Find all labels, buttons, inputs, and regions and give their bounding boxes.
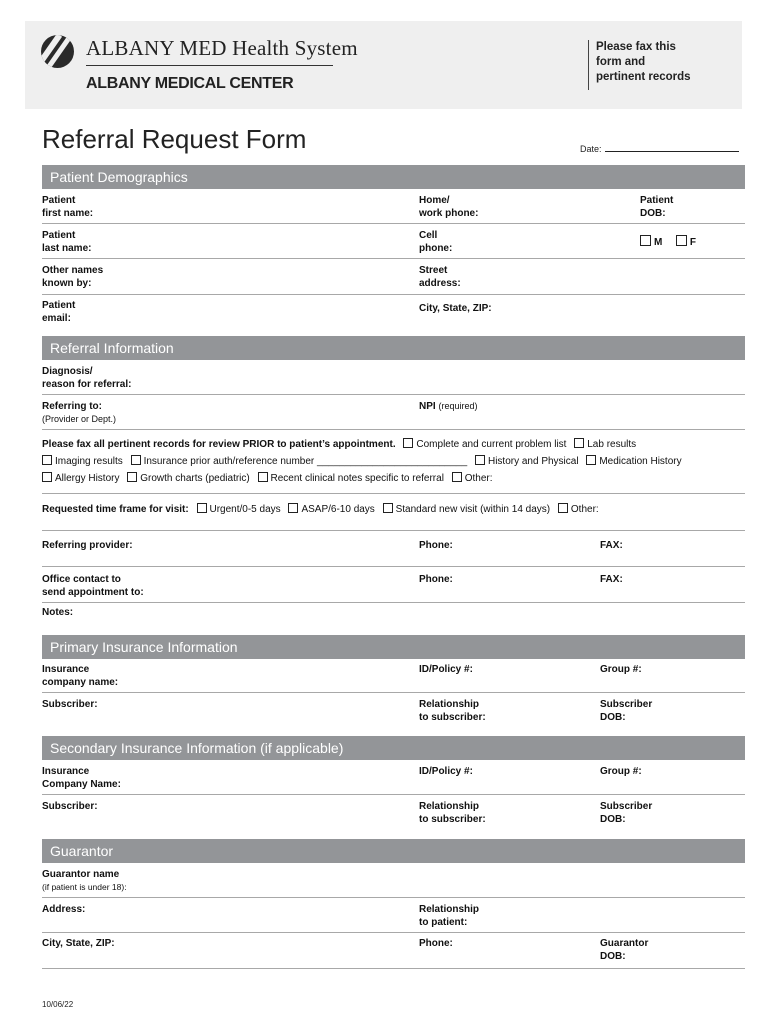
guarantor-dob-label: Guarantor DOB:	[600, 938, 649, 962]
fax-note: Please fax this form and pertinent records	[596, 41, 691, 83]
guarantor-relationship-label: Relationship to patient:	[419, 904, 480, 928]
secondary-company-label: Insurance Company Name:	[42, 766, 121, 790]
diagnosis-label: Diagnosis/ reason for referral:	[42, 366, 132, 390]
timeframe-other-checkbox[interactable]	[558, 503, 568, 513]
medication-history-checkbox[interactable]	[586, 455, 596, 465]
records-row-3: Allergy History Growth charts (pediatric) Recent clinical notes specific to referral Other:	[42, 472, 498, 485]
section-patient-demographics: Patient Demographics	[42, 165, 745, 189]
lab-results-checkbox[interactable]	[574, 438, 584, 448]
problem-list-checkbox[interactable]	[403, 438, 413, 448]
office-phone-label: Phone:	[419, 574, 453, 585]
standard-visit-checkbox[interactable]	[383, 503, 393, 513]
urgent-checkbox[interactable]	[197, 503, 207, 513]
section-referral-information: Referral Information	[42, 336, 745, 360]
fax-instruction: Please fax all pertinent records for review PRIOR to patient’s appointment.	[42, 439, 396, 450]
primary-subscriber-dob-label: Subscriber DOB:	[600, 699, 653, 723]
primary-group-label: Group #:	[600, 664, 642, 675]
allergy-history-checkbox[interactable]	[42, 472, 52, 482]
office-fax-label: FAX:	[600, 574, 623, 585]
form-title: Referral Request Form	[42, 124, 307, 154]
albany-med-logo-icon	[41, 35, 74, 68]
primary-relationship-label: Relationship to subscriber:	[419, 699, 486, 723]
timeframe-label: Requested time frame for visit:	[42, 504, 189, 515]
guarantor-city-label: City, State, ZIP:	[42, 938, 115, 949]
guarantor-phone-label: Phone:	[419, 938, 453, 949]
brand-name: ALBANY MED Health System	[86, 36, 358, 60]
primary-company-label: Insurance company name:	[42, 664, 119, 688]
guarantor-name-label: Guarantor name (if patient is under 18):	[42, 869, 127, 892]
sex-options: M F	[640, 235, 696, 249]
secondary-subscriber-dob-label: Subscriber DOB:	[600, 801, 653, 825]
page-header	[25, 21, 742, 109]
sex-m-checkbox[interactable]	[640, 235, 651, 246]
secondary-subscriber-label: Subscriber:	[42, 801, 98, 812]
npi-label: NPI (required)	[419, 401, 478, 412]
imaging-checkbox[interactable]	[42, 455, 52, 465]
secondary-relationship-label: Relationship to subscriber:	[419, 801, 486, 825]
primary-id-label: ID/Policy #:	[419, 664, 473, 675]
clinical-notes-checkbox[interactable]	[258, 472, 268, 482]
referring-provider-label: Referring provider:	[42, 540, 133, 551]
notes-label: Notes:	[42, 607, 74, 618]
secondary-id-label: ID/Policy #:	[419, 766, 473, 777]
guarantor-address-label: Address:	[42, 904, 86, 915]
timeframe-row: Requested time frame for visit: Urgent/0-5 days ASAP/6-10 days Standard new visit (within 14 days) Other:	[42, 504, 599, 515]
patient-email-label: Patient email:	[42, 300, 76, 324]
date-field[interactable]	[605, 151, 739, 152]
header-divider	[588, 40, 589, 90]
asap-checkbox[interactable]	[288, 503, 298, 513]
records-row-1: Please fax all pertinent records for review PRIOR to patient’s appointment. Complete and current problem list Lab results	[42, 439, 637, 450]
sex-f-checkbox[interactable]	[676, 235, 687, 246]
brand-divider	[86, 65, 333, 66]
city-state-zip-label: City, State, ZIP:	[419, 303, 492, 314]
home-phone-label: Home/ work phone:	[419, 195, 479, 219]
secondary-group-label: Group #:	[600, 766, 642, 777]
records-row-2: Imaging results Insurance prior auth/reference number ___________________________ History and Physical Medication History	[42, 455, 687, 468]
other-names-label: Other names known by:	[42, 265, 104, 289]
records-other-checkbox[interactable]	[452, 472, 462, 482]
revision-date: 10/06/22	[42, 1000, 74, 1009]
growth-charts-checkbox[interactable]	[127, 472, 137, 482]
patient-last-name-label: Patient last name:	[42, 230, 92, 254]
office-contact-label: Office contact to send appointment to:	[42, 574, 144, 598]
patient-first-name-label: Patient first name:	[42, 195, 94, 219]
section-secondary-insurance: Secondary Insurance Information (if applicable)	[42, 736, 745, 760]
section-primary-insurance: Primary Insurance Information	[42, 635, 745, 659]
cell-phone-label: Cell phone:	[419, 230, 453, 254]
section-guarantor: Guarantor	[42, 839, 745, 863]
date-label: Date:	[580, 144, 602, 154]
provider-phone-label: Phone:	[419, 540, 453, 551]
primary-subscriber-label: Subscriber:	[42, 699, 98, 710]
street-address-label: Street address:	[419, 265, 461, 289]
referring-to-label: Referring to: (Provider or Dept.)	[42, 401, 117, 424]
history-physical-checkbox[interactable]	[475, 455, 485, 465]
provider-fax-label: FAX:	[600, 540, 623, 551]
patient-dob-label: Patient DOB:	[640, 195, 674, 219]
brand-subtitle: ALBANY MEDICAL CENTER	[86, 75, 294, 92]
insurance-auth-checkbox[interactable]	[131, 455, 141, 465]
